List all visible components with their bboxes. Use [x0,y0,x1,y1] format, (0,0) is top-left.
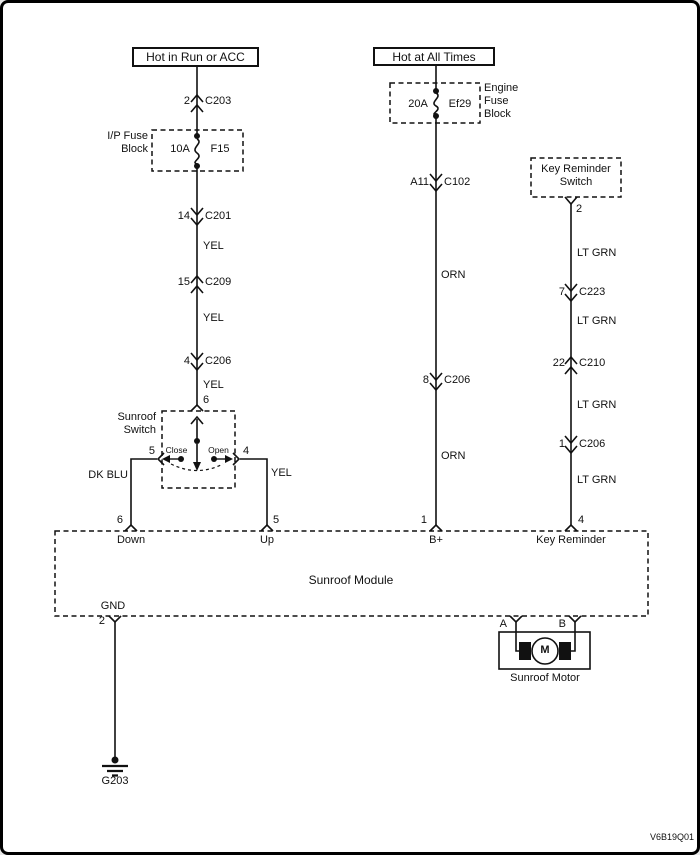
connector-c210-pin: 22 [552,357,565,369]
wire-color-yel-3: YEL [203,379,224,391]
module-pin1-icon [430,525,442,531]
module-pin2-gnd-icon [109,616,121,622]
module-bplus-label: B+ [429,534,443,546]
fuse-engine-dot-bottom [433,113,439,119]
krs-pin2-number: 2 [576,203,583,215]
switch-close-arrow-icon [162,455,170,463]
edge-pins [109,197,581,622]
engine-fuse-name: Ef29 [448,98,472,110]
connector-c223-pin: 7 [558,286,565,298]
sunroof-motor-label: Sunroof Motor [510,672,580,684]
module-pin5-number: 5 [273,514,280,526]
engine-fuse-amp: 20A [408,98,428,110]
power-header-mid [373,47,495,66]
power-header-left [132,47,259,67]
fuse-squiggle-engine-icon [434,93,438,115]
wire-color-orn-2: ORN [441,450,466,462]
fuse-ip-dot-bottom [194,163,200,169]
motor-brush-right-icon [559,642,571,660]
connector-c206-left-name: C206 [205,355,232,367]
connector-c206-mid-name: C206 [444,374,471,386]
key-reminder-switch-label: Key Reminder Switch [541,163,611,189]
switch-wiper-arrow-icon [193,462,201,471]
wire-color-ltgrn-1: LT GRN [577,247,617,259]
wire-open-to-module [240,459,267,525]
wire-color-ltgrn-4: LT GRN [577,474,617,486]
wire-color-ltgrn-3: LT GRN [577,399,617,411]
switch-open-arrow-icon [225,455,233,463]
ip-fuse-block-label: I/P Fuse Block [107,130,148,156]
module-pinB-label: B [558,618,566,630]
motor-symbol-letter: M [540,644,550,656]
connector-c203-name: C203 [205,95,232,107]
connector-c102-name: C102 [444,176,471,188]
ground-dot [112,757,119,764]
ip-fuse-name: F15 [210,143,230,155]
module-pinA-label: A [499,618,507,630]
wire-color-ltgrn-2: LT GRN [577,315,617,327]
sunroof-module-label: Sunroof Module [308,573,394,587]
motor-brush-left-icon [519,642,531,660]
wire-color-orn-1: ORN [441,269,466,281]
fuse-squiggle-ip-icon [195,139,199,164]
wire-color-dkblu: DK BLU [88,469,128,481]
switch-pin6-number: 6 [203,394,210,406]
module-pin6-number: 6 [116,514,123,526]
wire-color-yel-4: YEL [271,467,292,479]
switch-pin5-number: 5 [148,445,155,457]
dots [112,88,440,764]
connector-symbols [191,95,577,453]
connector-c201-name: C201 [205,210,232,222]
module-pin1-number: 1 [420,514,427,526]
connector-c203-pin: 2 [183,95,190,107]
switch-pin4-icon [233,453,239,465]
switch-open-label: Open [208,445,229,455]
switch-pin6-icon [191,405,203,411]
module-pin4-number: 4 [578,514,585,526]
fuse-engine-dot-top [433,88,439,94]
wires [115,66,575,760]
wire-close-to-module [131,459,157,525]
connector-c206-left-pin: 4 [183,355,190,367]
connector-c209-name: C209 [205,276,232,288]
switch-pin4-number: 4 [243,445,250,457]
wire-color-yel-2: YEL [203,312,224,324]
connector-c210-name: C210 [579,357,606,369]
sunroof-switch-label: Sunroof Switch [117,411,156,437]
module-up-label: Up [259,534,275,546]
wire-motor-b [571,622,575,651]
fuse-ip-dot-top [194,133,200,139]
power-header-mid-label: Hot at All Times [392,49,476,64]
connector-c206-mid-pin: 8 [422,374,429,386]
connector-c201-pin: 14 [177,210,190,222]
module-pinB-icon [569,616,581,622]
ip-fuse-amp: 10A [170,143,190,155]
switch-common-contact [194,438,200,444]
module-key-reminder-label: Key Reminder [536,534,606,546]
connector-c223-name: C223 [579,286,606,298]
connector-c206-right-pin: 1 [558,438,565,450]
power-header-left-label: Hot in Run or ACC [146,50,245,64]
module-pin4-icon [565,525,577,531]
doc-code: V6B19Q01 [649,832,694,842]
switch-close-label: Close [165,445,188,455]
module-pin2-number: 2 [98,615,105,627]
ground-label: G203 [101,775,129,787]
connector-c102-pin: A11 [410,176,429,188]
module-gnd-label: GND [100,600,126,612]
module-pin5-icon [261,525,273,531]
module-down-label: Down [116,534,146,546]
module-pin6-icon [125,525,137,531]
module-pinA-icon [510,616,522,622]
connector-c209-pin: 15 [177,276,190,288]
engine-fuse-block-label: Engine Fuse Block [484,82,519,121]
connector-c206-right-name: C206 [579,438,606,450]
wire-color-yel-1: YEL [203,240,224,252]
